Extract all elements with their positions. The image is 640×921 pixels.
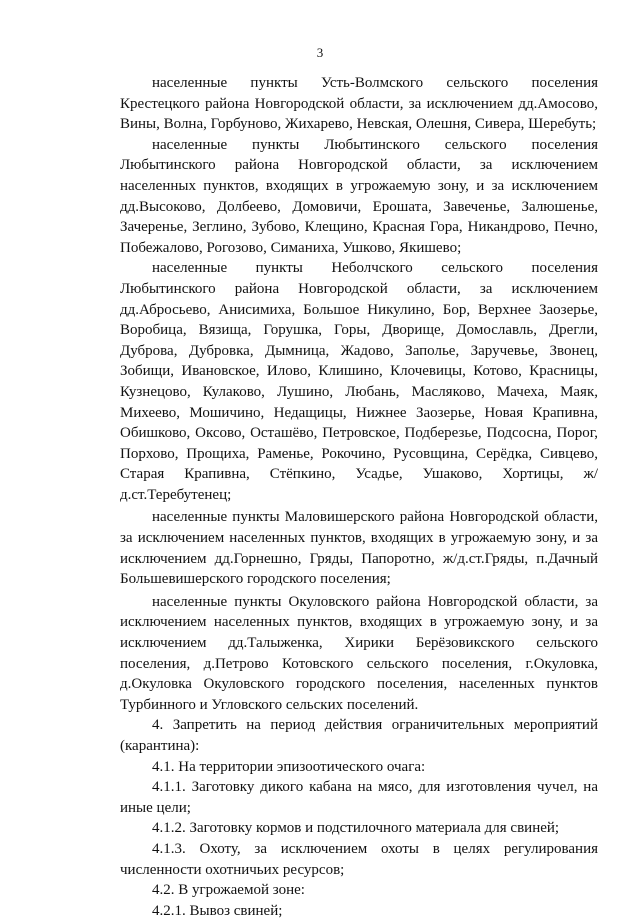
paragraph-malovisherskiy: населенные пункты Маловишерского района Новгородской области, за исключением населенных пунктов, входящих в угрожаемую зону, и за исключением дд.Горнешно, Гряды, Папоротно, ж/д.ст.Гряды, п.Дачный Большевишерского городского поселения; xyxy=(120,509,598,588)
paragraph-item-4-1-2: 4.1.2. Заготовку кормов и подстилочного материала для свиней; xyxy=(152,820,560,837)
paragraph-nebolchskoe: населенные пункты Неболчского сельского поселения Любытинского района Новгородской области, за исключением дд.Абросьево, Анисимиха, Большое Никулино, Бор, Верхнее Заозерье, Воробица, Вязища, Горушка, Горы, Дворище, Домославль, Дрегли, Дуброва, Дубровка, Дымница, Жадово, Заполье, Заручевье, Звонец, Зобищи, Ивановское, Илово, Клишино, Клочевицы, Котово, Красницы, Кузнецово, Кулаково, Лушино, Любань, Масляково, Мачеха, Маяк, Михеево, Мошичино, Недащицы, Нижнее Заозерье, Новая Крапивна, Обишково, Оксово, Осташёво, Петровское, Подберезье, Подсосна, Порог, Порхово, Прощиха, Раменье, Рокочино, Русовщина, Серёдка, Сивцево, Старая Крапивна, Стёпкино, Усадье, Ушаково, Хортицы, ж/д.ст.Теребутенец; xyxy=(120,260,598,503)
paragraph-ust-volmskoe: населенные пункты Усть-Волмского сельского поселения Крестецкого района Новгородской области, за исключением дд.Амосово, Вины, Волна, Горбуново, Жихарево, Невская, Олешня, Сивера, Шеребуть; xyxy=(120,75,598,133)
paragraph-lyubytinskoe: населенные пункты Любытинского сельского поселения Любытинского района Новгородской области, за исключением населенных пунктов, входящих в угрожаемую зону, и за исключением дд.Высоково, Долбеево, Домовичи, Ерошата, Завеченье, Залюшенье, Зачеренье, Зеглино, Зубово, Клещино, Красная Гора, Никандрово, Печно, Побежалово, Рогозово, Симаниха, Ушково, Якишево; xyxy=(120,136,598,256)
paragraph-item-4: 4. Запретить на период действия ограничительных мероприятий (карантина): xyxy=(120,717,598,754)
paragraph-item-4-2: 4.2. В угрожаемой зоне: xyxy=(152,882,305,899)
paragraph-item-4-2-1: 4.2.1. Вывоз свиней; xyxy=(152,902,283,919)
paragraph-item-4-1-1: 4.1.1. Заготовку дикого кабана на мясо, для изготовления чучел, на иные цели; xyxy=(120,779,598,816)
paragraph-item-4-1: 4.1. На территории эпизоотического очага: xyxy=(152,758,426,775)
paragraph-item-4-1-3: 4.1.3. Охоту, за исключением охоты в целях регулирования численности охотничьих ресурсов; xyxy=(120,840,598,878)
document-body xyxy=(120,73,598,921)
page-number: 3 xyxy=(316,45,324,60)
paragraph-okulovskiy: населенные пункты Окуловского района Новгородской области, за исключением населенных пунктов, входящих в угрожаемую зону, и за исключением дд.Талыженка, Хирики Берёзовикского сельского поселения, д.Петрово Котовского сельского поселения, г.Окуловка, д.Окуловка Окуловского городского поселения, населенных пунктов Турбинного и Угловского сельских поселений. xyxy=(120,593,598,713)
